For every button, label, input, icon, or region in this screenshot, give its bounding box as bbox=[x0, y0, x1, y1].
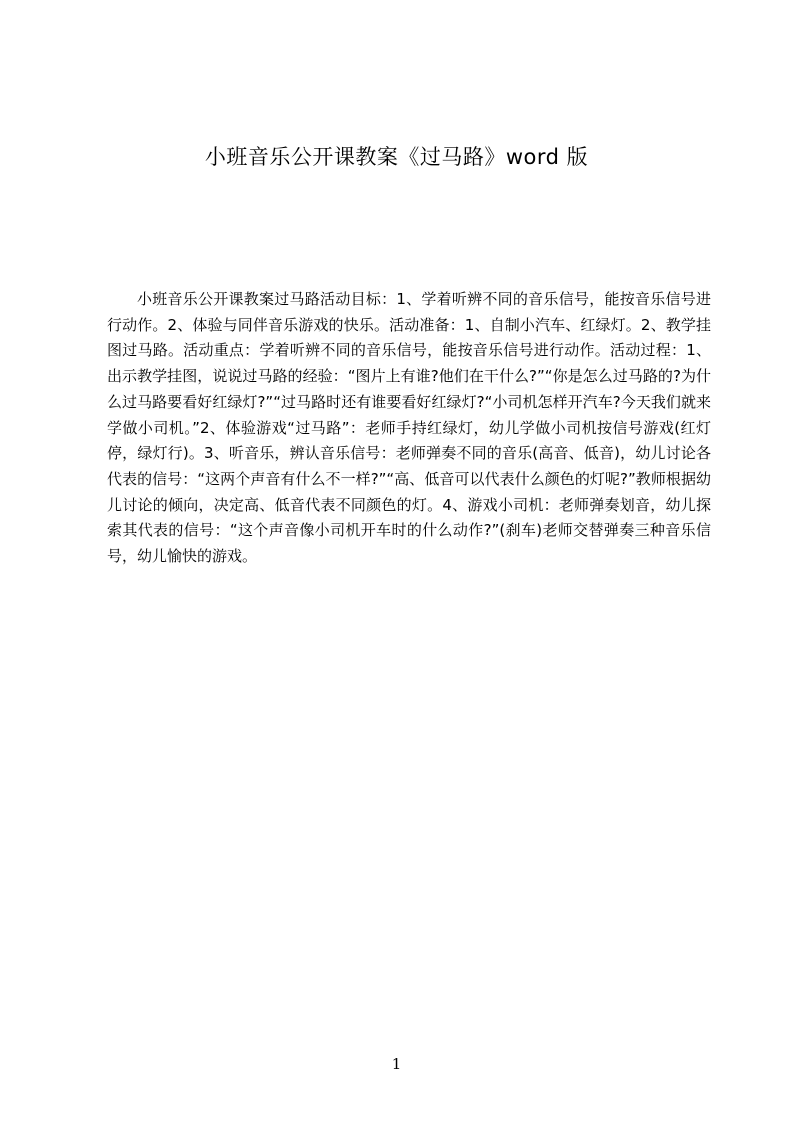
body-paragraph: 小班音乐公开课教案过马路活动目标：1、学着听辨不同的音乐信号，能按音乐信号进行动作。2、体验与同伴音乐游戏的快乐。活动准备：1、自制小汽车、红绿灯。2、教学挂图过马路。活动重点：学着听辨不同的音乐信号，能按音乐信号进行动作。活动过程：1、出示教学挂图，说说过马路的经验：“图片上有谁?他们在干什么?”“你是怎么过马路的?为什么过马路要看好红绿灯?”“过马路时还有谁要看好红绿灯?“小司机怎样开汽车?今天我们就来学做小司机。”2、体验游戏“过马路”：老师手持红绿灯，幼儿学做小司机按信号游戏(红灯停，绿灯行)。3、听音乐，辨认音乐信号：老师弹奏不同的音乐(高音、低音)，幼儿讨论各代表的信号：“这两个声音有什么不一样?”“高、低音可以代表什么颜色的灯呢?”教师根据幼儿讨论的倾向，决定高、低音代表不同颜色的灯。4、游戏小司机：老师弹奏划音，幼儿探索其代表的信号：“这个声音像小司机开车时的什么动作?”(刹车)老师交替弹奏三种音乐信号，幼儿愉快的游戏。 bbox=[107, 290, 711, 566]
document-title: 小班音乐公开课教案《过马路》word 版 bbox=[204, 145, 589, 169]
page-number: 1 bbox=[391, 1055, 402, 1073]
